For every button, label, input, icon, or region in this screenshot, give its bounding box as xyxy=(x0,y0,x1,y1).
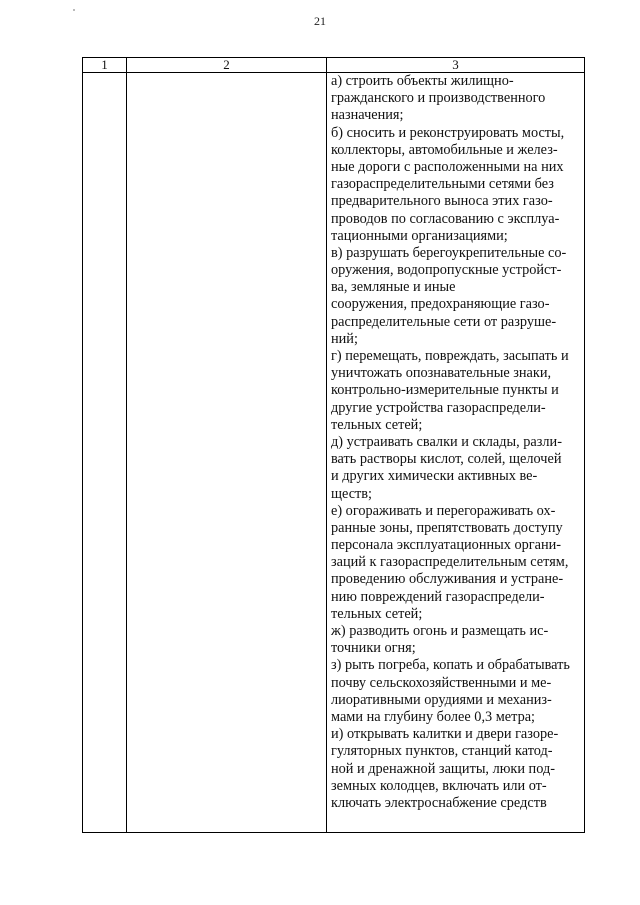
text-line: земных колодцев, включать или от- xyxy=(331,777,547,794)
text-line: а) строить объекты жилищно- xyxy=(331,73,514,89)
text-line: коллекторы, автомобильные и желез- xyxy=(331,141,558,158)
text-line: тационными организациями; xyxy=(331,227,508,244)
document-table xyxy=(82,57,585,833)
text-line: другие устройства газораспредели- xyxy=(331,399,546,416)
text-line: г) перемещать, повреждать, засыпать и xyxy=(331,348,569,364)
text-line: д) устраивать свалки и склады, разли- xyxy=(331,433,562,450)
text-line: мами на глубину более 0,3 метра; xyxy=(331,708,536,725)
text-line: контрольно-измерительные пункты и xyxy=(331,382,559,399)
cell-col-3 xyxy=(327,73,585,833)
text-line: ной и дренажной защиты, люки под- xyxy=(331,760,555,777)
column-header-1: 1 xyxy=(83,58,127,73)
text-line: предварительного выноса этих газо- xyxy=(331,193,553,210)
text-line: уничтожать опознавательные знаки, xyxy=(331,365,552,382)
scan-speck xyxy=(73,9,75,11)
text-line: вать растворы кислот, солей, щелочей xyxy=(331,451,562,468)
text-line: з) рыть погреба, копать и обрабатывать xyxy=(331,657,570,674)
cell-col-1 xyxy=(83,73,127,833)
text-line: ществ; xyxy=(331,485,373,502)
text-line: газораспределительными сетями без xyxy=(331,176,554,193)
text-line: и других химически активных ве- xyxy=(331,468,538,485)
text-line: ний; xyxy=(331,330,358,347)
text-line: персонала эксплуатационных органи- xyxy=(331,537,562,554)
text-line: ранные зоны, препятствовать доступу xyxy=(331,519,563,536)
text-line: проведению обслуживания и устране- xyxy=(331,571,564,588)
text-line: тельных сетей; xyxy=(331,416,423,433)
text-line: заций к газораспределительным сетям, xyxy=(331,554,569,571)
text-line: сооружения, предохраняющие газо- xyxy=(331,296,550,313)
text-line: гуляторных пунктов, станций катод- xyxy=(331,743,553,760)
text-line: назначения; xyxy=(331,107,404,124)
text-line: гражданского и производственного xyxy=(331,90,546,107)
text-line: и) открывать калитки и двери газоре- xyxy=(331,726,559,743)
column-header-3: 3 xyxy=(327,58,585,73)
text-line: оружения, водопропускные устройст- xyxy=(331,262,562,279)
text-line: почву сельскохозяйственными и ме- xyxy=(331,674,552,691)
cell-col-2 xyxy=(127,73,327,833)
text-line: нию повреждений газораспредели- xyxy=(331,588,545,605)
text-line: лиоративными орудиями и механиз- xyxy=(331,691,552,708)
text-line: е) огораживать и перегораживать ох- xyxy=(331,502,556,519)
text-line: точники огня; xyxy=(331,640,416,657)
text-line: проводов по согласованию с эксплуа- xyxy=(331,210,560,227)
text-line: ные дороги с расположенными на них xyxy=(331,158,564,175)
text-line: ж) разводить огонь и размещать ис- xyxy=(331,623,549,639)
table-header-row xyxy=(83,58,585,73)
column-header-2: 2 xyxy=(127,58,327,73)
text-line: в) разрушать берегоукрепительные со- xyxy=(331,244,567,261)
text-line: тельных сетей; xyxy=(331,605,423,622)
text-line: ва, земляные и иные xyxy=(331,279,456,296)
text-line: распределительные сети от разруше- xyxy=(331,313,557,330)
table-row xyxy=(83,73,585,833)
text-line: б) сносить и реконструировать мосты, xyxy=(331,124,565,141)
text-line: ключать электроснабжение средств xyxy=(331,794,547,811)
page-number: 21 xyxy=(314,14,326,28)
